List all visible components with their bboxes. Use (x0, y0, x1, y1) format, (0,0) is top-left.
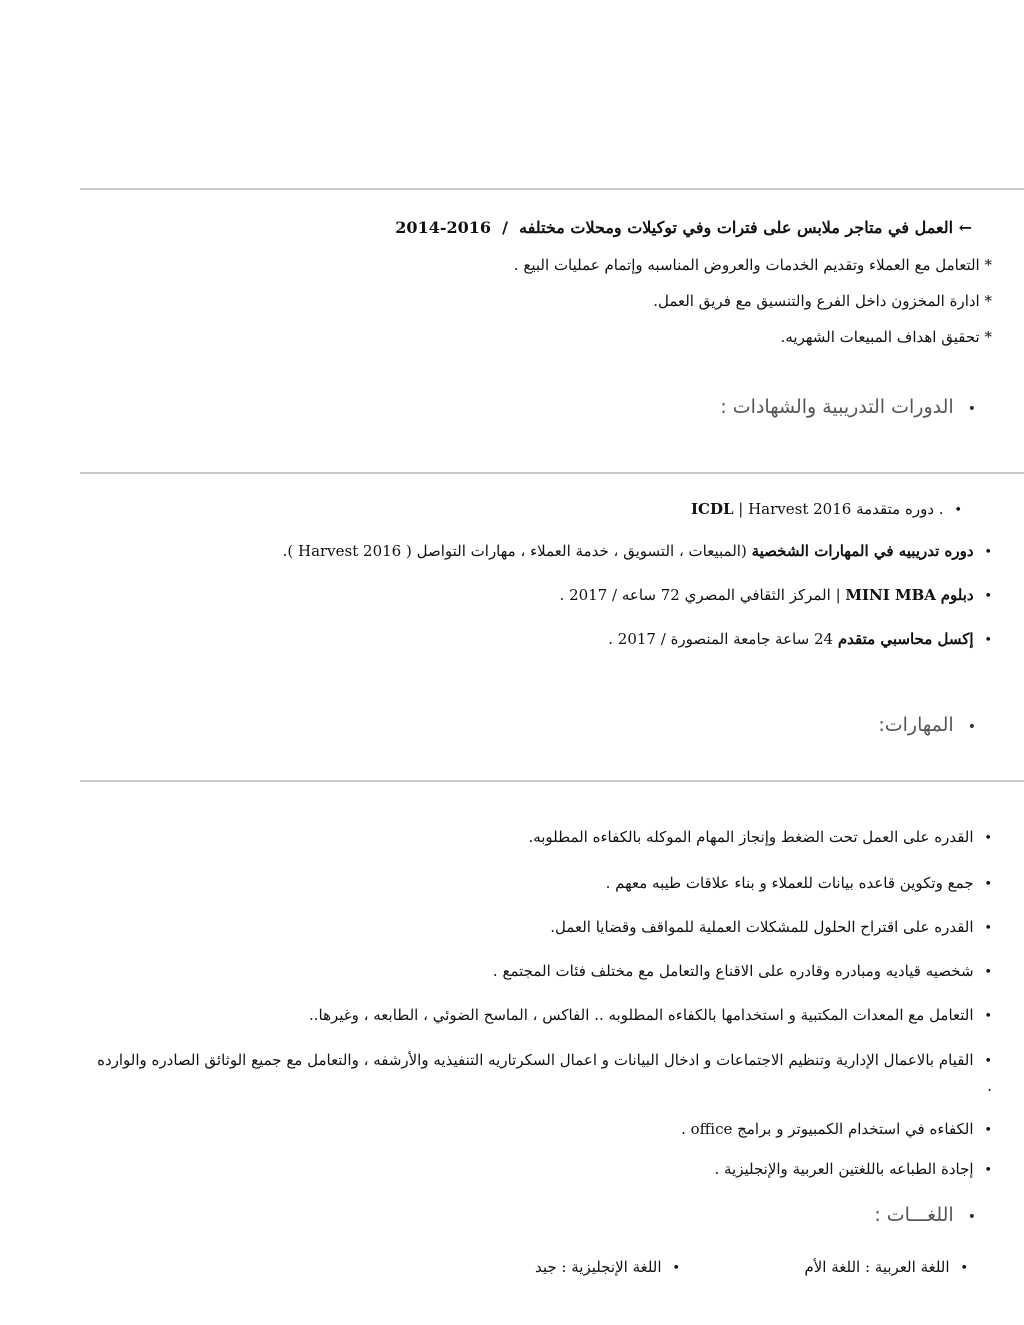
skill-item: • القدره على العمل تحت الضغط وإنجاز المهام الموكله بالكفاءه المطلوبه. (528, 828, 992, 846)
bullet-icon: • (984, 589, 992, 604)
star-icon: * (984, 292, 992, 310)
bullet-icon: • (984, 1123, 992, 1138)
bullet-icon: • (984, 545, 992, 560)
bullet-icon: • (967, 719, 976, 735)
bullet-icon: • (967, 1209, 976, 1225)
experience-title (395, 218, 972, 237)
skill-item: • القدره على اقتراح الحلول للمشكلات العملية للمواقف وقضايا العمل. (550, 918, 992, 936)
course-item: • دبلوم MINI MBA | المركز الثقافي المصري 72 ساعه / 2017 . (559, 586, 992, 604)
star-icon: * (984, 256, 992, 274)
course-item: • إكسل محاسبي متقدم 24 ساعة جامعة المنصورة / 2017 . (608, 630, 992, 648)
bullet-icon: • (960, 1261, 968, 1276)
divider-skills (80, 780, 1024, 782)
bullet-icon: • (984, 877, 992, 892)
experience-separator: / (502, 218, 508, 237)
skill-item: • الكفاءه في استخدام الكمبيوتر و برامج office . (681, 1120, 992, 1138)
bullet-icon: • (984, 1009, 992, 1024)
skill-item: • القيام بالاعمال الإدارية وتنظيم الاجتماعات و ادخال البيانات و اعمال السكرتاريه التنفيذيه والأرشفه ، والتعامل مع جميع الوثائق الصادره والوارده . (97, 1051, 992, 1095)
bullet-icon: • (984, 1054, 992, 1069)
skill-item: • التعامل مع المعدات المكتبية و استخدامها بالكفاءه المطلوبه .. الفاكس ، الماسح الضوئي ، الطابعه ، وغيرها.. (308, 1006, 992, 1024)
languages-heading: • اللغـــات : (874, 1204, 976, 1226)
bullet-icon: • (954, 503, 962, 518)
course-item: • . دوره متقدمة ICDL | Harvest 2016 (690, 500, 962, 518)
bullet-icon: • (984, 633, 992, 648)
arrow-icon: ← (958, 218, 972, 237)
bullet-icon: • (672, 1261, 680, 1276)
language-item: • اللغة العربية : اللغة الأم (804, 1258, 968, 1276)
skill-item: • جمع وتكوين قاعده بيانات للعملاء و بناء علاقات طيبه معهم . (605, 874, 992, 892)
experience-company: العمل في متاجر ملابس على فترات وفي توكيلات ومحلات مختلفه (519, 218, 954, 237)
skill-item: • شخصيه قياديه ومبادره وقادره على الاقناع والتعامل مع مختلف فئات المجتمع . (492, 962, 992, 980)
experience-duty: * التعامل مع العملاء وتقديم الخدمات والعروض المناسبه وإتمام عمليات البيع . (513, 256, 992, 274)
experience-duty: * ادارة المخزون داخل الفرع والتنسيق مع فريق العمل. (653, 292, 992, 310)
language-item: • اللغة الإنجليزية : جيد (534, 1258, 680, 1276)
skill-item: • إجادة الطباعه باللغتين العربية والإنجليزية . (714, 1160, 992, 1178)
courses-heading: • الدورات التدريبية والشهادات : (720, 396, 976, 418)
bullet-icon: • (967, 401, 976, 417)
divider-top (80, 188, 1024, 190)
star-icon: * (984, 328, 992, 346)
bullet-icon: • (984, 1163, 992, 1178)
bullet-icon: • (984, 831, 992, 846)
divider-courses (80, 472, 1024, 474)
skills-heading: • المهارات: (878, 714, 976, 736)
experience-period: 2014-2016 (395, 218, 491, 237)
bullet-icon: • (984, 965, 992, 980)
bullet-icon: • (984, 921, 992, 936)
experience-duty: * تحقيق اهداف المبيعات الشهريه. (780, 328, 992, 346)
course-item: • دوره تدريبيه في المهارات الشخصية (المبيعات ، التسويق ، خدمة العملاء ، مهارات التواصل ( Harvest 2016 ). (282, 542, 992, 560)
